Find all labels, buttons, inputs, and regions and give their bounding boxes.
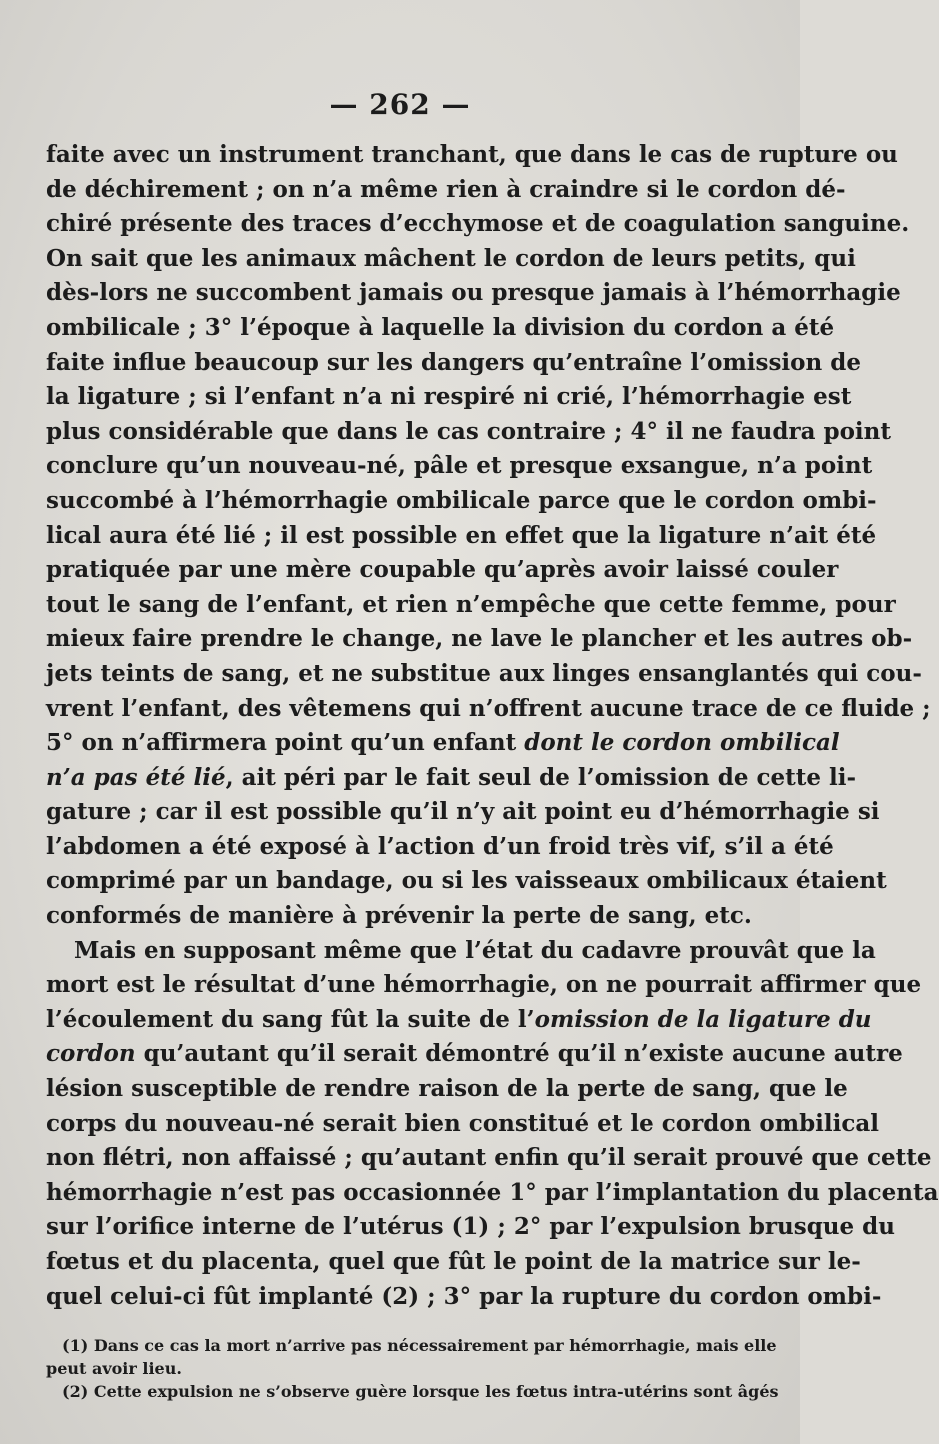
emphasized-text: cordon [46,1040,136,1068]
body-text [46,138,939,1314]
emphasized-text: dont le cordon ombilical [524,729,840,757]
text-line: lésion susceptible de rendre raison de la perte de sang, que le [46,1075,848,1103]
text-line: quel celui-ci fût implanté (2) ; 3° par la rupture du cordon ombi- [46,1282,882,1310]
text-line: sur l’orifice interne de l’utérus (1) ; 2° par l’expulsion brusque du [46,1213,895,1241]
text-line: mort est le résultat d’une hémorrhagie, on ne pourrait affirmer que [46,971,922,999]
text-line: hémorrhagie n’est pas occasionnée 1° par l’implantation du placenta [46,1178,939,1206]
text-line: plus considérable que dans le cas contraire ; 4° il ne faudra point [46,417,891,445]
text-line: conclure qu’un nouveau-né, pâle et presque exsangue, n’a point [46,452,873,480]
text-line: succombé à l’hémorrhagie ombilicale parce que le cordon ombi- [46,486,877,514]
text-line: faite avec un instrument tranchant, que dans le cas de rupture ou [46,141,898,168]
text-line: 5° on n’affirmera point qu’un enfant dont le cordon ombilical [46,729,840,757]
text-line: fœtus et du placenta, quel que fût le point de la matrice sur le- [46,1248,861,1275]
text-line: jets teints de sang, et ne substitue aux linges ensanglantés qui cou- [46,659,922,687]
text-line: dès-lors ne succombent jamais ou presque jamais à l’hémorrhagie [46,279,901,307]
text-line: ombilicale ; 3° l’époque à laquelle la division du cordon a été [46,313,835,341]
footnote-1: (1) Dans ce cas la mort n’arrive pas nécessairement par hémorrhagie, mais elle [62,1336,777,1355]
page-number: — 262 — [329,88,471,121]
text-line: mieux faire prendre le change, ne lave le plancher et les autres ob- [46,625,913,653]
text-line: conformés de manière à prévenir la perte de sang, etc. [46,902,752,930]
emphasized-text: omission de la ligature du [534,1005,872,1033]
text-line: tout le sang de l’enfant, et rien n’empêche que cette femme, pour [46,590,896,618]
text-line: cordon qu’autant qu’il serait démontré qu’il n’existe aucune autre [46,1040,903,1068]
text-line: lical aura été lié ; il est possible en effet que la ligature n’ait été [46,521,877,549]
paragraph-start-line: Mais en supposant même que l’état du cadavre prouvât que la [74,936,876,964]
text-line: corps du nouveau-né serait bien constitué et le cordon ombilical [46,1109,880,1137]
footnotes [46,1334,779,1403]
text-line: non flétri, non affaissé ; qu’autant enfin qu’il serait prouvé que cette [46,1144,932,1172]
text-line: chiré présente des traces d’ecchymose et de coagulation sanguine. [46,210,910,238]
text-line: l’abdomen a été exposé à l’action d’un froid très vif, s’il a été [46,832,834,860]
text-line: gature ; car il est possible qu’il n’y ait point eu d’hémorrhagie si [46,798,880,826]
text-line: On sait que les animaux mâchent le cordon de leurs petits, qui [46,244,856,272]
footnote-1-continued: peut avoir lieu. [46,1359,182,1378]
text-line: n’a pas été lié, ait péri par le fait seul de l’omission de cette li- [46,763,857,791]
text-line: la ligature ; si l’enfant n’a ni respiré ni crié, l’hémorrhagie est [46,383,852,411]
emphasized-text: n’a pas été lié [46,763,226,791]
text-line: l’écoulement du sang fût la suite de l’omission de la ligature du [46,1005,872,1033]
text-line: comprimé par un bandage, ou si les vaisseaux ombilicaux étaient [46,867,887,895]
footnote-2: (2) Cette expulsion ne s’observe guère lorsque les fœtus intra-utérins sont âgés [62,1382,779,1401]
text-line: vrent l’enfant, des vêtemens qui n’offrent aucune trace de ce fluide ; [46,694,931,722]
text-line: de déchirement ; on n’a même rien à craindre si le cordon dé- [46,175,846,203]
text-line: faite influe beaucoup sur les dangers qu’entraîne l’omission de [46,348,861,376]
text-line: pratiquée par une mère coupable qu’après avoir laissé couler [46,556,839,584]
